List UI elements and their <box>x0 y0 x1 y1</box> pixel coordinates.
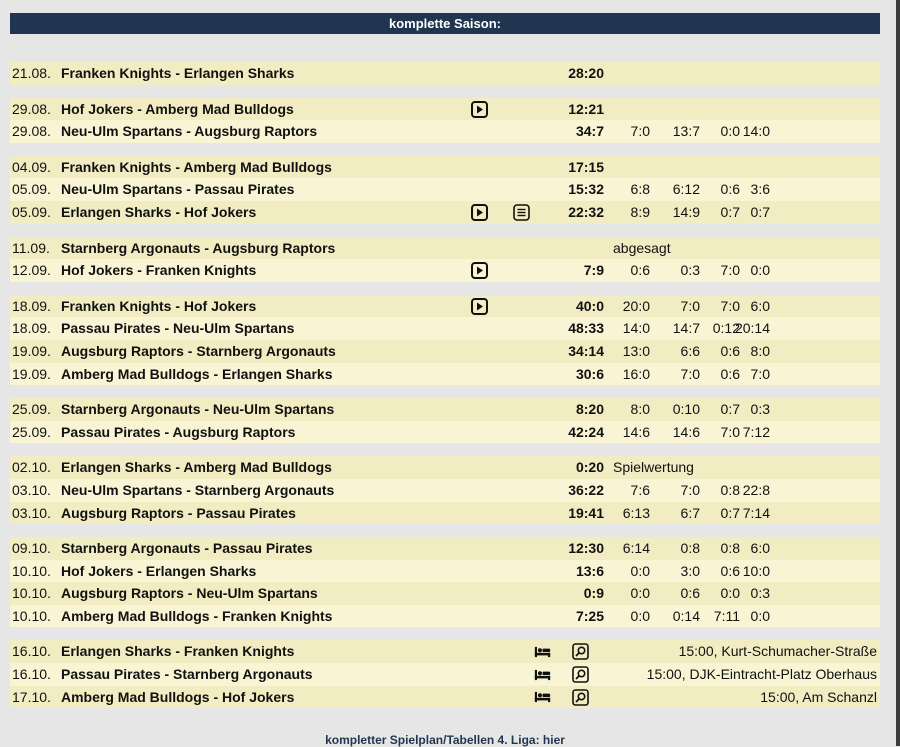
match-score: 30:6 <box>575 365 604 382</box>
match-teams: Augsburg Raptors - Starnberg Argonauts <box>61 342 336 359</box>
quarter-score: 6:7 <box>680 504 700 521</box>
quarter-score: 0:0 <box>720 585 740 602</box>
match-group <box>10 98 880 143</box>
match-date: 17.10. <box>12 688 51 705</box>
hotel-bed-icon[interactable] <box>534 643 551 660</box>
quarter-score: 7:0 <box>630 123 650 140</box>
quarter-score: 0:0 <box>630 562 650 579</box>
match-row <box>10 502 880 525</box>
match-date: 29.08. <box>12 100 51 117</box>
match-row <box>10 363 880 386</box>
quarter-score: 14:9 <box>672 203 700 220</box>
match-date: 29.08. <box>12 123 51 140</box>
quarter-score: 0:0 <box>630 585 650 602</box>
match-score: 34:7 <box>575 123 604 140</box>
match-group <box>10 640 880 708</box>
match-row <box>10 178 880 201</box>
match-row <box>10 663 880 686</box>
match-date: 05.09. <box>12 181 51 198</box>
quarter-score: 7:0 <box>680 481 700 498</box>
match-teams: Passau Pirates - Neu-Ulm Spartans <box>61 320 295 337</box>
quarter-score: 20:0 <box>622 297 650 314</box>
match-score: 17:15 <box>568 158 604 175</box>
match-teams: Starnberg Argonauts - Neu-Ulm Spartans <box>61 401 335 418</box>
match-score: 19:41 <box>568 504 604 521</box>
match-group <box>10 456 880 524</box>
quarter-score: 0:0 <box>750 607 770 624</box>
quarter-score: 8:0 <box>750 342 770 359</box>
quarter-score: 7:0 <box>750 365 770 382</box>
match-score: 13:6 <box>575 562 604 579</box>
map-search-icon[interactable] <box>572 689 589 706</box>
hotel-bed-icon[interactable] <box>534 689 551 706</box>
match-teams: Passau Pirates - Starnberg Argonauts <box>61 666 313 683</box>
quarter-score: 7:0 <box>680 365 700 382</box>
match-date: 19.09. <box>12 342 51 359</box>
match-row <box>10 201 880 224</box>
quarter-score: 14:0 <box>622 320 650 337</box>
match-row <box>10 295 880 318</box>
match-score: 40:0 <box>575 297 604 314</box>
match-score: 0:9 <box>583 585 604 602</box>
schedule-table <box>10 62 880 721</box>
match-date: 11.09. <box>12 239 50 256</box>
match-note: Spielwertung <box>613 459 694 476</box>
quarter-score: 7:14 <box>742 504 770 521</box>
quarter-score: 6:12 <box>672 181 700 198</box>
match-score: 7:25 <box>575 607 604 624</box>
quarter-score: 0:7 <box>720 401 740 418</box>
match-score: 42:24 <box>568 423 604 440</box>
match-teams: Hof Jokers - Franken Knights <box>61 262 257 279</box>
match-teams: Neu-Ulm Spartans - Starnberg Argonauts <box>61 481 335 498</box>
match-teams: Franken Knights - Erlangen Sharks <box>61 65 295 81</box>
quarter-score: 7:0 <box>720 297 740 314</box>
match-date: 02.10. <box>12 459 51 476</box>
quarter-score: 0:0 <box>720 123 740 140</box>
match-date: 05.09. <box>12 203 51 220</box>
match-teams: Starnberg Argonauts - Augsburg Raptors <box>61 239 336 256</box>
match-date: 16.10. <box>12 643 51 660</box>
match-venue: 15:00, Am Schanzl <box>760 688 877 705</box>
match-date: 16.10. <box>12 666 51 683</box>
match-row <box>10 686 880 709</box>
quarter-score: 0:7 <box>720 203 740 220</box>
match-score: 34:14 <box>568 342 604 359</box>
match-date: 10.10. <box>12 585 51 602</box>
quarter-score: 0:6 <box>680 585 700 602</box>
match-row <box>10 317 880 340</box>
match-score: 8:20 <box>575 401 604 418</box>
full-schedule-link[interactable]: kompletter Spielplan/Tabellen 4. Liga: hier <box>325 733 565 747</box>
match-score: 12:30 <box>568 540 604 557</box>
match-group <box>10 237 880 282</box>
match-row <box>10 98 880 121</box>
match-teams: Hof Jokers - Erlangen Sharks <box>61 562 257 579</box>
match-teams: Augsburg Raptors - Neu-Ulm Spartans <box>61 585 318 602</box>
quarter-score: 0:6 <box>720 181 740 198</box>
match-score: 7:9 <box>583 262 604 279</box>
hotel-bed-icon[interactable] <box>534 666 551 683</box>
match-row <box>10 456 880 479</box>
quarter-score: 14:0 <box>742 123 770 140</box>
match-row <box>10 120 880 143</box>
quarter-score: 0:6 <box>630 262 650 279</box>
match-teams: Amberg Mad Bulldogs - Franken Knights <box>61 607 333 624</box>
quarter-score: 13:7 <box>672 123 700 140</box>
quarter-score: 6:6 <box>680 342 700 359</box>
quarter-score: 0:14 <box>672 607 700 624</box>
quarter-score: 6:0 <box>750 297 770 314</box>
quarter-score: 7:0 <box>720 262 740 279</box>
match-score: 36:22 <box>568 481 604 498</box>
match-date: 25.09. <box>12 423 51 440</box>
quarter-score: 6:14 <box>622 540 650 557</box>
quarter-score: 8:0 <box>630 401 650 418</box>
match-row <box>10 398 880 421</box>
quarter-score: 0:8 <box>720 481 740 498</box>
match-teams: Erlangen Sharks - Franken Knights <box>61 643 295 660</box>
match-row <box>10 237 880 260</box>
quarter-score: 7:11 <box>713 607 740 624</box>
quarter-score: 0:6 <box>720 342 740 359</box>
match-date: 18.09. <box>12 320 51 337</box>
match-teams: Starnberg Argonauts - Passau Pirates <box>61 540 313 557</box>
quarter-score: 0:0 <box>630 607 650 624</box>
season-header: komplette Saison: <box>10 13 880 34</box>
quarter-score: 3:6 <box>750 181 770 198</box>
quarter-score: 0:7 <box>750 203 770 220</box>
quarter-score: 22:8 <box>742 481 770 498</box>
match-teams: Amberg Mad Bulldogs - Hof Jokers <box>61 688 295 705</box>
match-row <box>10 421 880 444</box>
quarter-score: 20:14 <box>734 320 770 337</box>
quarter-score: 0:3 <box>680 262 700 279</box>
quarter-score: 0:8 <box>680 540 700 557</box>
match-teams: Neu-Ulm Spartans - Augsburg Raptors <box>61 123 318 140</box>
match-teams: Neu-Ulm Spartans - Passau Pirates <box>61 181 295 198</box>
match-group <box>10 295 880 385</box>
match-score: 22:32 <box>568 203 604 220</box>
quarter-score: 0:6 <box>720 365 740 382</box>
quarter-score: 7:0 <box>680 297 700 314</box>
match-row <box>10 62 880 85</box>
quarter-score: 6:13 <box>622 504 650 521</box>
match-date: 10.10. <box>12 607 51 624</box>
match-date: 03.10. <box>12 504 51 521</box>
quarter-score: 7:6 <box>630 481 650 498</box>
match-row <box>10 537 880 560</box>
match-score: 12:21 <box>568 100 604 117</box>
match-row <box>10 605 880 628</box>
match-row <box>10 340 880 363</box>
match-teams: Augsburg Raptors - Passau Pirates <box>61 504 296 521</box>
match-row <box>10 259 880 282</box>
match-teams: Franken Knights - Hof Jokers <box>61 297 257 314</box>
quarter-score: 6:0 <box>750 540 770 557</box>
match-row <box>10 156 880 179</box>
quarter-score: 14:6 <box>672 423 700 440</box>
match-group <box>10 156 880 224</box>
match-row <box>10 640 880 663</box>
quarter-score: 0:8 <box>720 540 740 557</box>
map-search-icon[interactable] <box>572 666 589 683</box>
match-date: 03.10. <box>12 481 51 498</box>
match-row <box>10 479 880 502</box>
match-group <box>10 62 880 85</box>
quarter-score: 14:7 <box>672 320 700 337</box>
match-row <box>10 560 880 583</box>
match-group <box>10 537 880 627</box>
quarter-score: 3:0 <box>680 562 700 579</box>
quarter-score: 0:6 <box>720 562 740 579</box>
match-teams: Franken Knights - Amberg Mad Bulldogs <box>61 158 332 175</box>
match-score: 0:20 <box>575 459 604 476</box>
match-teams: Passau Pirates - Augsburg Raptors <box>61 423 296 440</box>
match-score: 15:32 <box>568 181 604 198</box>
quarter-score: 0:12 <box>712 320 740 337</box>
match-row <box>10 582 880 605</box>
match-date: 10.10. <box>12 562 51 579</box>
quarter-score: 10:0 <box>742 562 770 579</box>
match-score: 48:33 <box>568 320 604 337</box>
quarter-score: 13:0 <box>622 342 650 359</box>
match-date: 09.10. <box>12 540 51 557</box>
match-teams: Hof Jokers - Amberg Mad Bulldogs <box>61 100 294 117</box>
quarter-score: 0:0 <box>750 262 770 279</box>
map-search-icon[interactable] <box>572 643 589 660</box>
quarter-score: 0:3 <box>750 585 770 602</box>
quarter-score: 16:0 <box>622 365 650 382</box>
quarter-score: 8:9 <box>630 203 650 220</box>
quarter-score: 0:10 <box>672 401 700 418</box>
match-teams: Amberg Mad Bulldogs - Erlangen Sharks <box>61 365 333 382</box>
match-teams: Erlangen Sharks - Hof Jokers <box>61 203 257 220</box>
match-teams: Erlangen Sharks - Amberg Mad Bulldogs <box>61 459 332 476</box>
quarter-score: 7:12 <box>742 423 770 440</box>
match-group <box>10 398 880 443</box>
match-venue: 15:00, DJK-Eintracht-Platz Oberhaus <box>646 666 877 683</box>
quarter-score: 0:3 <box>750 401 770 418</box>
quarter-score: 14:6 <box>622 423 650 440</box>
match-date: 12.09. <box>12 262 51 279</box>
match-score: 28:20 <box>568 65 604 81</box>
match-date: 04.09. <box>12 158 51 175</box>
match-date: 19.09. <box>12 365 51 382</box>
match-date: 25.09. <box>12 401 51 418</box>
quarter-score: 6:8 <box>630 181 650 198</box>
match-date: 21.08. <box>12 65 51 81</box>
window-border <box>896 0 900 746</box>
quarter-score: 0:7 <box>720 504 740 521</box>
match-venue: 15:00, Kurt-Schumacher-Straße <box>678 643 877 660</box>
match-date: 18.09. <box>12 297 51 314</box>
match-note: abgesagt <box>613 239 671 256</box>
quarter-score: 7:0 <box>720 423 740 440</box>
